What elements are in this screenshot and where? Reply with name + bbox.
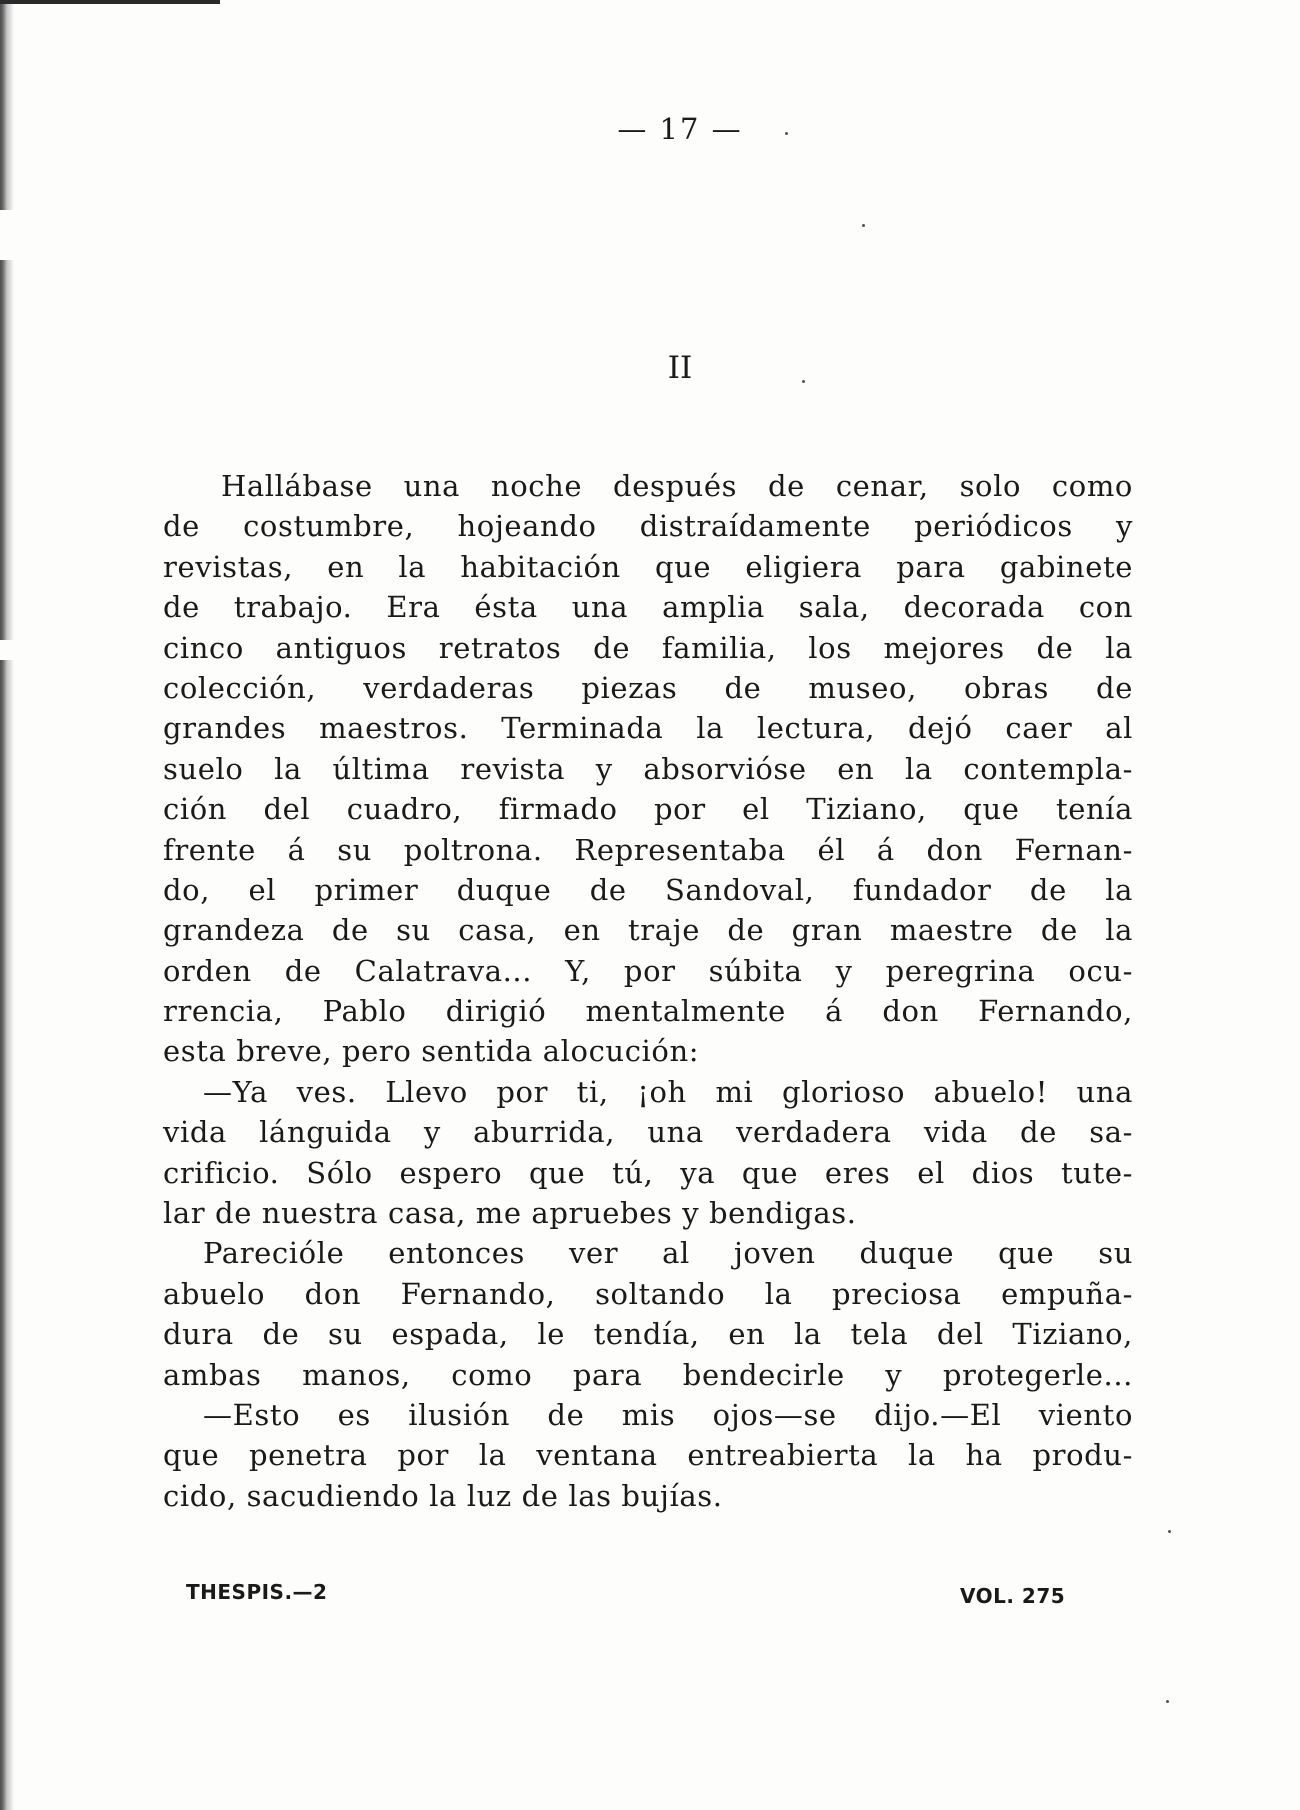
text-line: ambas manos, como para bendecirle y protegerle... — [163, 1357, 1133, 1392]
text-line: suelo la última revista y absorvióse en la contempla- — [163, 751, 1133, 786]
text-line: vida lánguida y aburrida, una verdadera vida de sa- — [163, 1115, 1133, 1150]
scan-speck — [862, 224, 865, 227]
text-line: orden de Calatrava... Y, por súbita y peregrina ocu- — [163, 953, 1133, 988]
text-line: do, el primer duque de Sandoval, fundador de la — [163, 872, 1133, 907]
text-line: colección, verdaderas piezas de museo, obras de — [163, 670, 1133, 705]
text-line: Parecióle entonces ver al joven duque que su — [203, 1236, 1133, 1271]
text-line: que penetra por la ventana entreabierta la ha produ- — [163, 1438, 1133, 1473]
binding-edge — [0, 0, 14, 1810]
text-line: grandes maestros. Terminada la lectura, dejó caer al — [163, 711, 1133, 746]
chapter-heading: II — [667, 350, 693, 386]
binding-gap — [0, 640, 14, 660]
text-line: lar de nuestra casa, me apruebes y bendigas. — [163, 1196, 857, 1231]
text-line: de trabajo. Era ésta una amplia sala, decorada con — [163, 590, 1133, 625]
scan-speck — [1166, 1700, 1169, 1703]
top-rule — [0, 0, 220, 4]
scan-speck — [785, 132, 788, 135]
text-line: grandeza de su casa, en traje de gran maestre de la — [163, 913, 1133, 948]
text-line: cido, sacudiendo la luz de las bujías. — [163, 1478, 723, 1513]
scan-speck — [802, 380, 805, 383]
text-line: ción del cuadro, firmado por el Tiziano, que tenía — [163, 792, 1133, 827]
text-line: —Ya ves. Llevo por ti, ¡oh mi glorioso abuelo! una — [203, 1074, 1133, 1109]
body-text — [163, 466, 1133, 1516]
text-line: frente á su poltrona. Representaba él á don Fernan- — [163, 832, 1133, 867]
binding-gap — [0, 210, 14, 260]
text-line: revistas, en la habitación que eligiera para gabinete — [163, 549, 1133, 584]
text-line: Hallábase una noche después de cenar, solo como — [221, 469, 1133, 503]
text-line: cinco antiguos retratos de familia, los mejores de la — [163, 630, 1133, 665]
text-line: esta breve, pero sentida alocución: — [163, 1034, 700, 1069]
text-line: —Esto es ilusión de mis ojos—se dijo.—El viento — [203, 1397, 1133, 1432]
page-number: — 17 — — [617, 112, 743, 146]
text-line: dura de su espada, le tendía, en la tela del Tiziano, — [163, 1317, 1133, 1352]
text-line: rrencia, Pablo dirigió mentalmente á don Fernando, — [163, 994, 1133, 1029]
text-line: de costumbre, hojeando distraídamente periódicos y — [163, 509, 1133, 544]
scan-speck — [1168, 1530, 1171, 1533]
text-line: crificio. Sólo espero que tú, ya que eres el dios tute- — [163, 1155, 1133, 1190]
text-line: abuelo don Fernando, soltando la preciosa empuña- — [163, 1276, 1133, 1311]
footer-signature: THESPIS.—2 — [186, 1580, 328, 1604]
footer-volume: VOL. 275 — [960, 1584, 1066, 1608]
